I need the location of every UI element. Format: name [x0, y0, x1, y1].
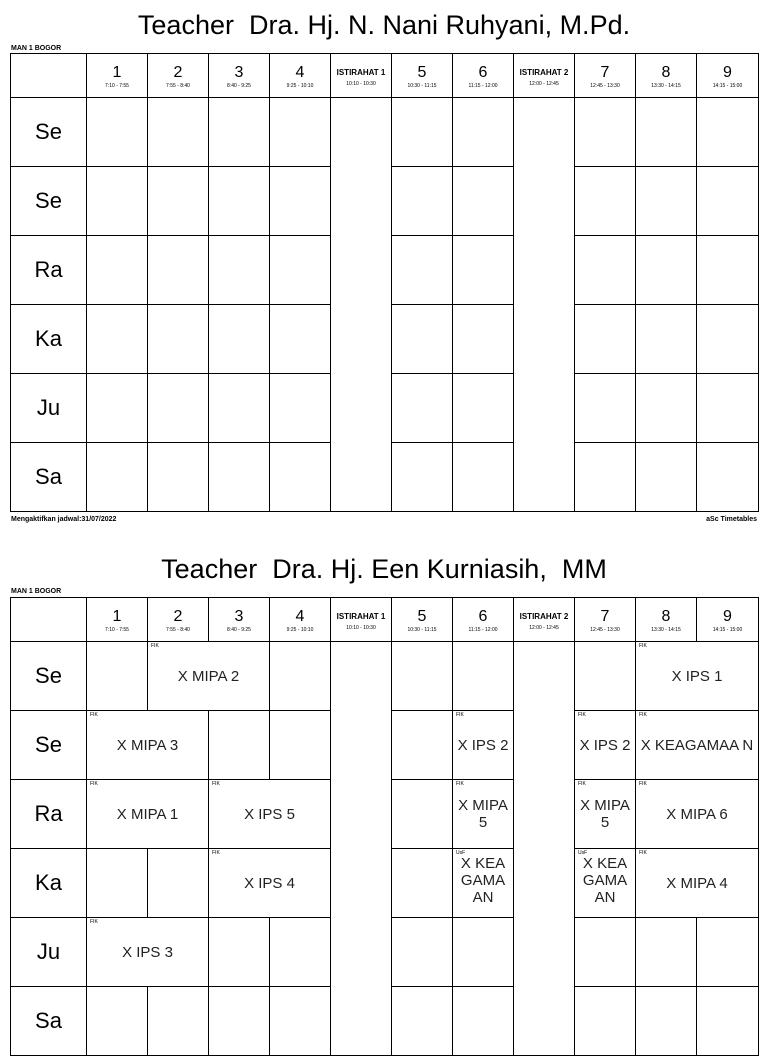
lesson-cell[interactable] — [453, 711, 514, 780]
lesson-class: X MIPA 2 — [177, 667, 240, 685]
timetable-2-grid — [10, 597, 759, 1056]
lesson-tag: FIK — [578, 712, 586, 718]
timetable-1-footer-date: Mengaktifkan jadwal:31/07/2022 — [11, 516, 117, 523]
lesson-class: X KEAGAMAA N — [640, 736, 754, 754]
period-header: 5 10:30 - 11:15 — [392, 598, 453, 642]
lesson-cell[interactable] — [575, 849, 636, 918]
lesson-cell[interactable] — [636, 642, 759, 711]
timetable-1-title: Teacher Dra. Hj. N. Nani Ruhyani, M.Pd. — [137, 10, 631, 40]
lesson-cell[interactable] — [87, 780, 209, 849]
day-row — [11, 98, 759, 167]
period-header: 8 13:30 - 14:15 — [636, 598, 697, 642]
break-header: ISTIRAHAT 2 12:00 - 12:45 — [514, 598, 575, 642]
corner-cell — [11, 54, 87, 98]
period-header: 3 8:40 - 9:25 — [209, 598, 270, 642]
lesson-tag: FIK — [151, 643, 159, 649]
lesson-class: X MIPA 5 — [580, 797, 630, 831]
break-header: ISTIRAHAT 1 10:10 - 10:30 — [331, 598, 392, 642]
period-header: 2 7:55 - 8:40 — [148, 598, 209, 642]
timetable-2-school: MAN 1 BOGOR — [11, 588, 62, 595]
lesson-tag: FIK — [639, 781, 647, 787]
lesson-tag: FIK — [578, 781, 586, 787]
lesson-class: X MIPA 4 — [666, 874, 728, 892]
lesson-tag: UsF — [456, 850, 466, 856]
lesson-tag: FIK — [90, 781, 98, 787]
lesson-class: X IPS 2 — [457, 736, 509, 754]
lesson-tag: FIK — [456, 781, 464, 787]
lesson-cell[interactable] — [209, 780, 331, 849]
break-header: ISTIRAHAT 1 10:10 - 10:30 — [331, 54, 392, 98]
lesson-cell[interactable] — [87, 711, 209, 780]
day-label: Se — [11, 98, 87, 167]
break-column — [331, 642, 392, 1056]
period-header: 6 11:15 - 12:00 — [453, 54, 514, 98]
day-label: Se — [11, 711, 87, 780]
lesson-class: X MIPA 3 — [116, 736, 179, 754]
period-header: 3 8:40 - 9:25 — [209, 54, 270, 98]
lesson-class: X IPS 1 — [671, 667, 723, 685]
lesson-class: X IPS 2 — [579, 736, 631, 754]
lesson-class: X MIPA 5 — [458, 797, 508, 831]
lesson-tag: FIK — [212, 850, 220, 856]
day-label: Se — [11, 642, 87, 711]
period-header: 4 9:25 - 10:10 — [270, 598, 331, 642]
lesson-class: X KEA GAMA AN — [582, 855, 628, 906]
lesson-cell[interactable] — [453, 780, 514, 849]
day-row — [11, 642, 759, 711]
timetable-1-grid — [10, 53, 759, 512]
lesson-cell[interactable] — [636, 711, 759, 780]
lesson-class: X IPS 5 — [244, 805, 295, 823]
lesson-tag: FIK — [456, 712, 464, 718]
day-label: Ka — [11, 305, 87, 374]
timetable-2-title: Teacher Dra. Hj. Een Kurniasih, MM — [161, 554, 607, 584]
day-label: Sa — [11, 987, 87, 1056]
lesson-cell[interactable] — [453, 849, 514, 918]
lesson-cell[interactable] — [87, 918, 209, 987]
lesson-tag: FIK — [212, 781, 220, 787]
day-label: Ka — [11, 849, 87, 918]
period-header: 9 14:15 - 15:00 — [697, 54, 759, 98]
period-header: 6 11:15 - 12:00 — [453, 598, 514, 642]
lesson-class: X KEA GAMA AN — [460, 855, 506, 906]
header-row — [11, 54, 759, 98]
timetable-1-footer-brand: aSc Timetables — [706, 516, 757, 523]
break-header: ISTIRAHAT 2 12:00 - 12:45 — [514, 54, 575, 98]
lesson-cell[interactable] — [575, 711, 636, 780]
break-column — [514, 98, 575, 512]
lesson-class: X IPS 3 — [122, 943, 173, 961]
period-header: 1 7:10 - 7:55 — [87, 598, 148, 642]
day-label: Ra — [11, 780, 87, 849]
lesson-tag: FIK — [639, 643, 647, 649]
lesson-cell[interactable] — [636, 780, 759, 849]
period-header: 1 7:10 - 7:55 — [87, 54, 148, 98]
lesson-tag: FIK — [639, 850, 647, 856]
lesson-tag: FIK — [90, 919, 98, 925]
lesson-cell[interactable] — [209, 849, 331, 918]
header-row — [11, 598, 759, 642]
lesson-tag: FIK — [90, 712, 98, 718]
break-column — [514, 642, 575, 1056]
corner-cell — [11, 598, 87, 642]
lesson-cell[interactable] — [636, 849, 759, 918]
day-label: Ju — [11, 374, 87, 443]
day-label: Se — [11, 167, 87, 236]
period-header: 7 12:45 - 13:30 — [575, 598, 636, 642]
lesson-tag: UsF — [578, 850, 588, 856]
break-column — [331, 98, 392, 512]
day-label: Ju — [11, 918, 87, 987]
timetable-1-school: MAN 1 BOGOR — [11, 45, 62, 52]
lesson-class: X MIPA 6 — [666, 805, 728, 823]
period-header: 2 7:55 - 8:40 — [148, 54, 209, 98]
lesson-cell[interactable] — [575, 780, 636, 849]
lesson-cell[interactable] — [148, 642, 270, 711]
period-header: 8 13:30 - 14:15 — [636, 54, 697, 98]
period-header: 4 9:25 - 10:10 — [270, 54, 331, 98]
lesson-class: X MIPA 1 — [116, 805, 179, 823]
lesson-tag: FIK — [639, 712, 647, 718]
period-header: 5 10:30 - 11:15 — [392, 54, 453, 98]
day-label: Sa — [11, 443, 87, 512]
day-label: Ra — [11, 236, 87, 305]
period-header: 9 14:15 - 15:00 — [697, 598, 759, 642]
period-header: 7 12:45 - 13:30 — [575, 54, 636, 98]
lesson-class: X IPS 4 — [244, 874, 295, 892]
